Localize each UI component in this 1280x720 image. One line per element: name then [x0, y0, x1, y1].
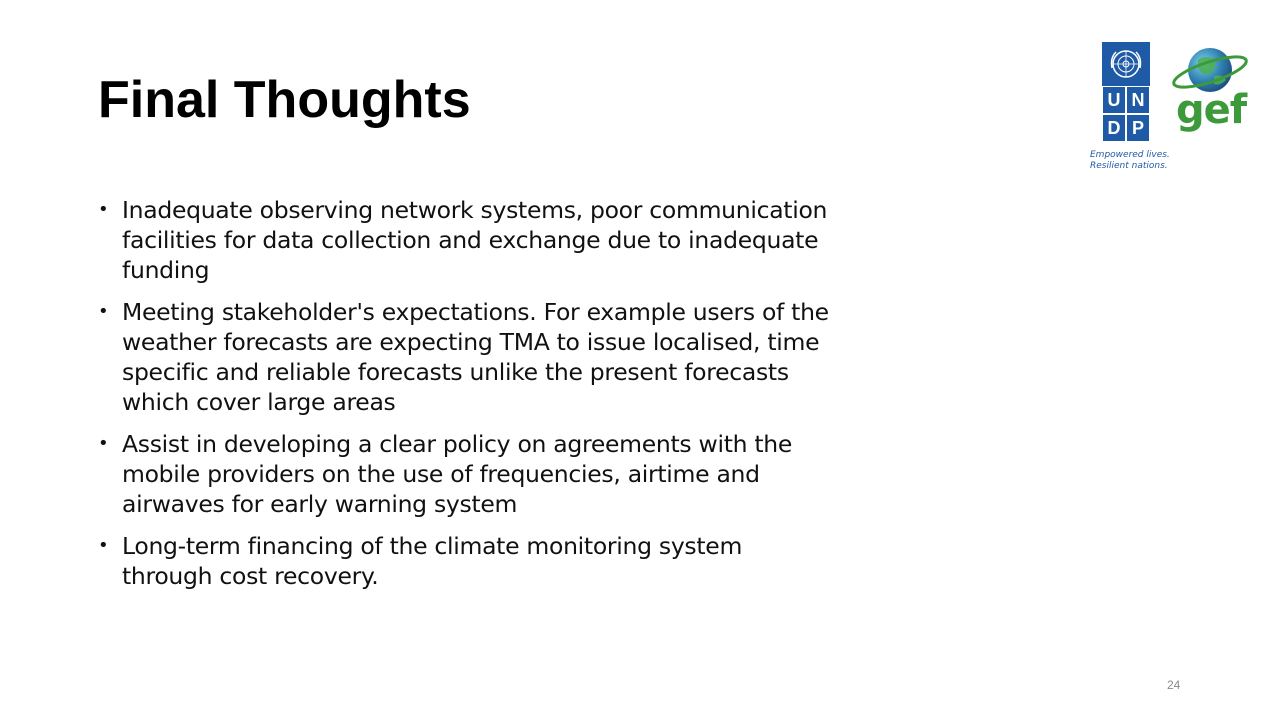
bullet-text: Inadequate observing network systems, poor communication facilities for data collection and exchange due to inadequate funding	[122, 196, 828, 284]
undp-letter: N	[1126, 86, 1150, 114]
bullet-item	[98, 429, 838, 519]
bullet-text: Long-term financing of the climate monitoring system through cost recovery.	[122, 532, 743, 590]
undp-letters	[1102, 86, 1150, 142]
undp-letter: D	[1102, 114, 1126, 142]
bullet-icon: •	[98, 199, 109, 220]
page-number: 24	[1167, 678, 1181, 692]
bullet-item	[98, 531, 838, 591]
bullet-text: Assist in developing a clear policy on agreements with the mobile providers on the use of frequencies, airtime and airwaves for early warning system	[122, 430, 793, 518]
bullet-icon: •	[98, 301, 109, 322]
bullet-icon: •	[98, 535, 109, 556]
tagline-line: Empowered lives.	[1090, 150, 1170, 160]
bullet-item	[98, 195, 838, 285]
slide-title: Final Thoughts	[98, 71, 471, 129]
undp-letter: P	[1126, 114, 1150, 142]
gef-wordmark: gef	[1176, 87, 1247, 133]
undp-logo	[1102, 42, 1150, 142]
bullet-list	[98, 195, 838, 603]
undp-tagline	[1090, 150, 1170, 172]
bullet-icon: •	[98, 433, 109, 454]
undp-gef-logo	[1090, 40, 1250, 180]
bullet-item	[98, 297, 838, 417]
tagline-line: Resilient nations.	[1090, 161, 1168, 171]
un-emblem-icon	[1106, 44, 1146, 84]
undp-letter: U	[1102, 86, 1126, 114]
bullet-text: Meeting stakeholder's expectations. For example users of the weather forecasts are expecting TMA to issue localised, time specific and reliable forecasts unlike the present forecasts which cover large areas	[122, 298, 829, 416]
